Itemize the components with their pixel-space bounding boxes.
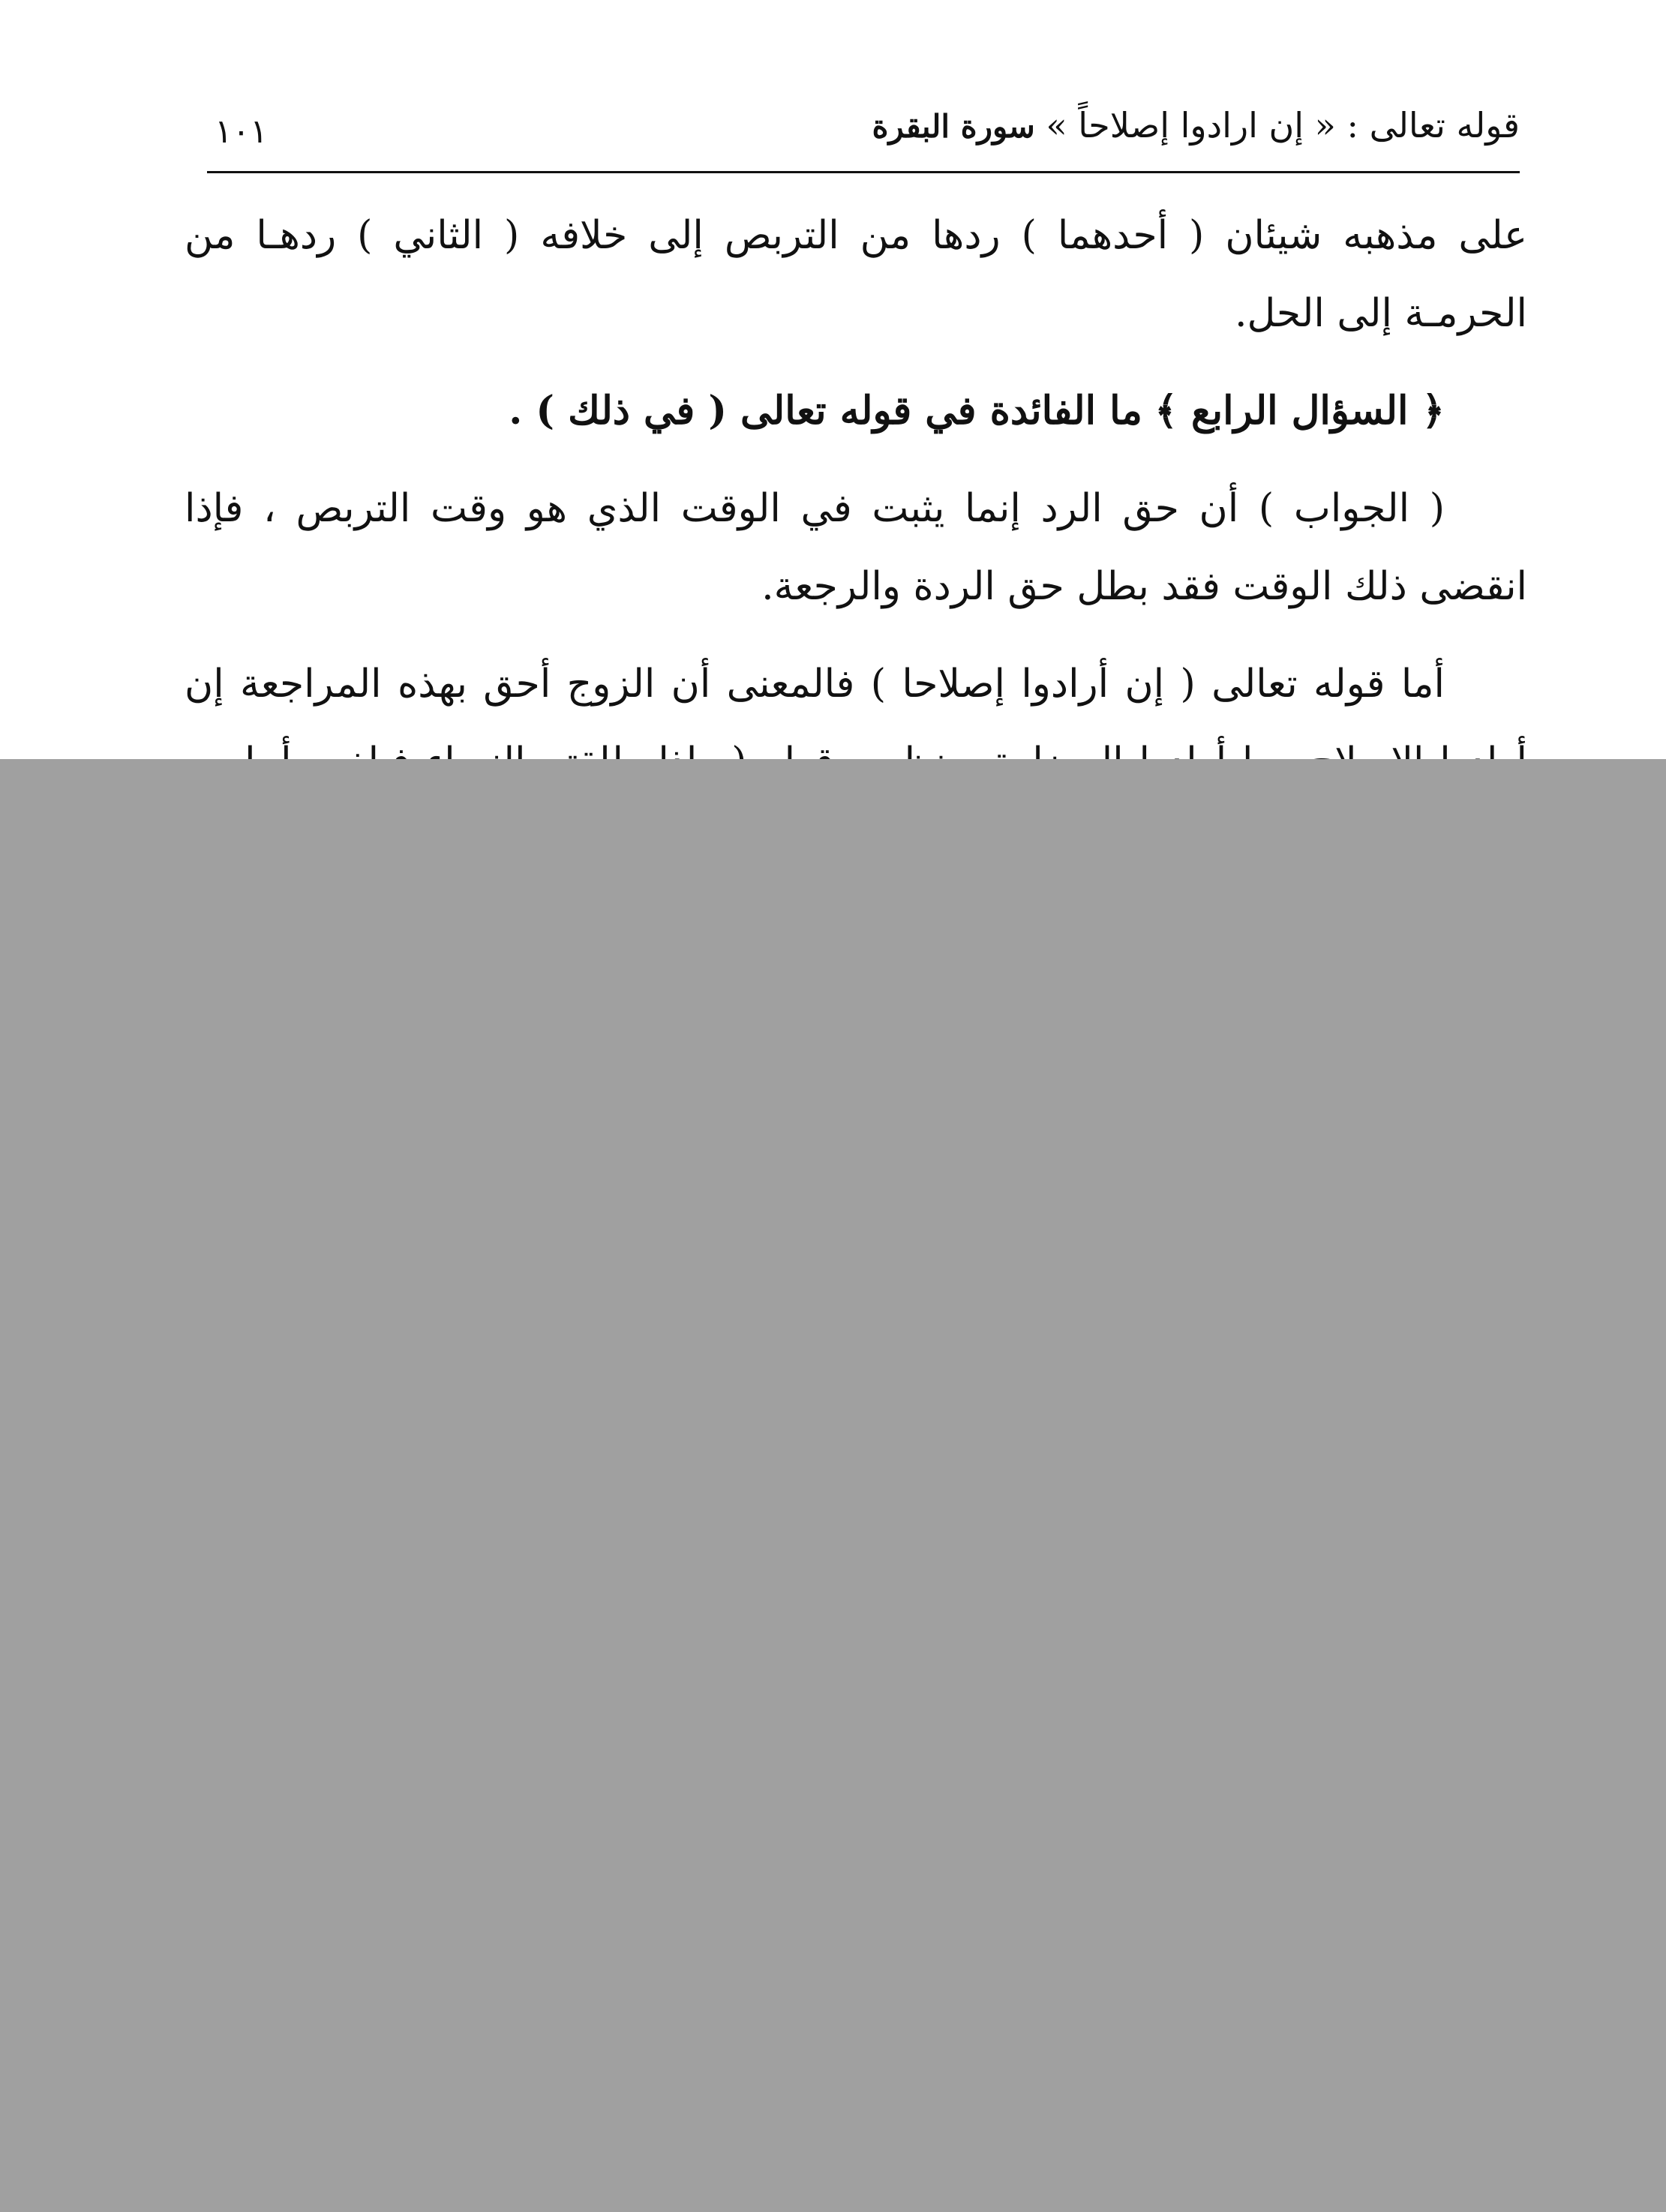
question-4-label: ﴿ السؤال الرابع ﴾ [1154, 388, 1445, 434]
surah-name: سورة البقرة [872, 108, 1035, 145]
answer-label: ( الجواب ) [1258, 486, 1445, 531]
header-rule [207, 171, 1520, 173]
question-4-text: ما الفائدة في قوله تعالى ( في ذلك ) . [509, 388, 1142, 434]
paragraph-last: أما قوله تعالى ( إن أرادوا إصلاحا ) فالمعنى أن الزوج أحق بهذه المراجعة إن [185, 662, 1445, 707]
redacted-gray-area [0, 759, 1666, 2212]
page-header [207, 105, 1520, 173]
page-number: ١٠١ [215, 113, 268, 151]
paragraph-1: على مذهبه شيئان ( أحدهما ) ردها من التربص إلى خلافه ( الثاني ) ردهـا من الحرمـة إلى الحل. [185, 213, 1527, 336]
running-title-lead: قوله تعالى : « إن ارادوا إصلاحاً » [1046, 105, 1520, 146]
running-title [872, 105, 1520, 146]
question-4-paragraph [185, 372, 1527, 450]
answer-paragraph [185, 470, 1527, 626]
answer-text: أن حق الرد إنما يثبت في الوقت الذي هو وقت التربص ، فإذا انقضى ذلك الوقت فقد بطل حق الردة والرجعة. [185, 486, 1527, 609]
